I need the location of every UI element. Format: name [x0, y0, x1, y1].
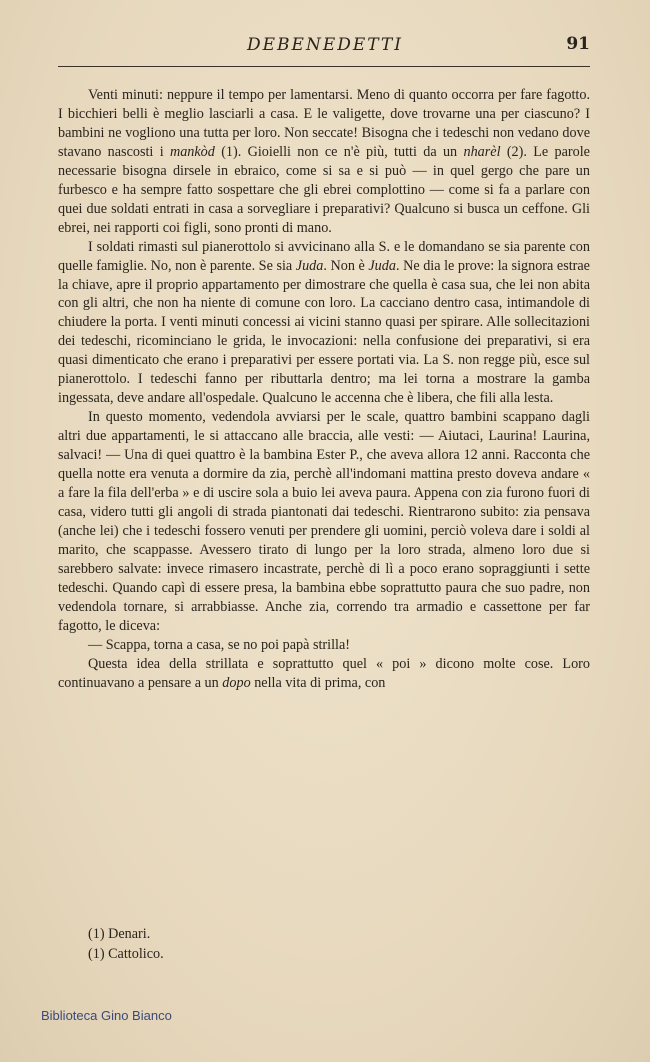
library-watermark: Biblioteca Gino Bianco — [41, 1008, 172, 1023]
body-text — [58, 86, 590, 693]
italic-term: nharèl — [463, 143, 501, 160]
text-run: In questo momento, vedendola avviarsi per le scale, quattro bambini scappano dagli altri due appartamenti, le si attaccano alle braccia, alle vesti: — Aiutaci, Laurina! Laurina, salvaci! — Una di quei quattro è la bambina Ester P., che aveva allora 12 anni. Racconta che quella notte era venuta a dormire da zia, perchè all'indomani mattina presto doveva andare « a fare la fila dell'erba » e di uscire sola a buio lei aveva paura. Appena con zia furono fuori di casa, videro tutti gli angoli di strada piantonati dai tedeschi. Rientrarono subito: zia pensava (anche lei) che i tedeschi fossero venuti per prendere gli uomini, perciò voleva dare i soldi al marito, che scappasse. Avessero tirato di lungo per la loro strada, almeno loro due si sarebbero salvate: invece rimasero incastrate, perchè di lì a poco erano sopraggiunti i sette tedeschi. Quando capì di essere presa, la bambina ebbe soprattutto paura che suo padre, non vedendola tornare, si arrabbiasse. Anche zia, correndo tra armadio e cassettone per far fagotto, le diceva: — [58, 409, 590, 634]
text-run: Questa idea della strillata e soprattutto quel « poi » dicono molte cose. Loro continuavano a pensare a un — [58, 655, 590, 691]
header-rule — [58, 66, 590, 67]
footnote: (1) Cattolico. — [88, 946, 164, 962]
footnotes — [88, 924, 488, 964]
text-run: . Ne dia le prove: la signora estrae la chiave, apre il proprio appartamento per dimostrare che quella è casa sua, che lei non abita con gli altri, che non ha niente di comune con loro. La cacciano dentro casa, intimandole di chiudere la porta. I venti minuti concessi ai vicini stanno quasi per spirare. Alle sollecitazioni dei tedeschi, ricominciano le grida, le invocazioni: nella confusione dei preparativi, si era quasi dimenticato che erano i preparativi per essere portati via. La S. non regge più, esce sul pianerottolo. I tedeschi fanno per ributtarla dentro; ma lei torna a mostrare la gamba ingessata, deve andare all'ospedale. Qualcuno le accenna che è libera, che fili alla lesta. — [58, 257, 590, 407]
text-run: I soldati rimasti sul pianerottolo si avvicinano alla S. e le domandano se sia parente con quelle famiglie. No, non è parente. Se sia — [58, 238, 590, 274]
italic-term: Juda — [295, 257, 324, 274]
text-run: — Scappa, torna a casa, se no poi papà strilla! — [88, 636, 350, 653]
paragraph — [58, 238, 590, 409]
italic-term: Juda — [368, 257, 396, 274]
running-title: DEBENEDETTI — [247, 35, 403, 55]
italic-term: dopo — [222, 674, 251, 691]
footnote: (1) Denari. — [88, 926, 151, 942]
text-run: (2). Le parole necessarie bisogna dirsele in ebraico, come si sa e si può — in quel gergo che pare un furbesco e ha sempre fatto sospettare che gli ebrei complottino — come si fa a parlare con quei due soldati entrati in casa a sorvegliare i preparativi? Qualcuno si busca un ceffone. Gli ebrei, nei rapporti coi figli, sono pronti di mano. — [58, 143, 590, 236]
italic-term: mankòd — [169, 143, 215, 160]
text-run: . Non è — [323, 257, 369, 274]
paragraph — [58, 408, 590, 635]
paragraph — [58, 636, 590, 655]
running-head — [60, 33, 590, 57]
text-run: (1). Gioielli non ce n'è più, tutti da un — [214, 143, 464, 160]
paragraph — [58, 655, 590, 693]
text-run: nella vita di prima, con — [250, 674, 386, 691]
page-number: 91 — [566, 34, 590, 54]
paragraph — [58, 86, 590, 238]
text-run: Venti minuti: neppure il tempo per lamentarsi. Meno di quanto occorra per fare fagotto. I bicchieri belli è meglio lasciarli a casa. E le valigette, dove trovarne una per ciascuno? I bambini ne vogliono una tutta per loro. Non seccate! Bisogna che i tedeschi non vedano dove stavano nascosti i — [58, 87, 590, 160]
